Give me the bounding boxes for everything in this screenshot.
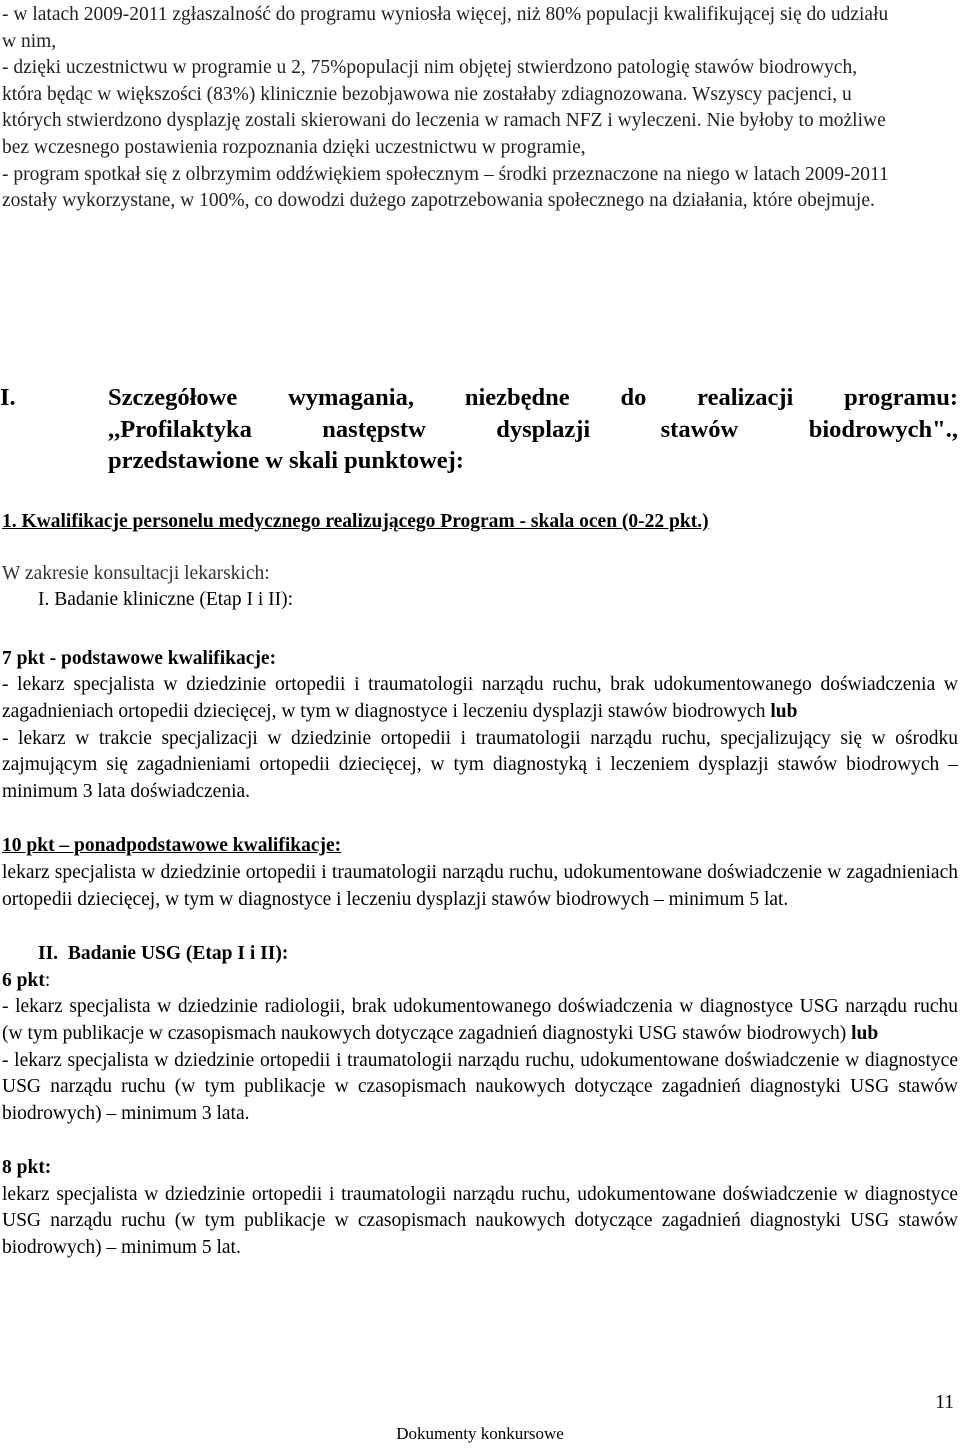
subsection-number: II. bbox=[38, 943, 59, 965]
points-heading: 7 pkt - podstawowe kwalifikacje: bbox=[2, 647, 277, 669]
intro-section bbox=[2, 2, 902, 215]
intro-paragraph: - dzięki uczestnictwu w programie u 2, 75%populacji nim objętej stwierdzono patologię stawów biodrowych, która będąc w większości (83%) klinicznie bezobjawowa nie zostałaby zdiagnozowana. Wszyscy pacjenci, u których stwierdzono dysplazję zostali skierowani do leczenia w ramach NFZ i wyleczeni. Nie byłoby to możliwe bez wczesnego postawienia rozpoznania dzięki uczestnictwu w programie, bbox=[2, 57, 886, 158]
points-colon: : bbox=[44, 969, 51, 991]
scope-label: W zakresie konsultacji lekarskich: bbox=[2, 562, 270, 584]
points-heading: 8 pkt: bbox=[2, 1157, 52, 1179]
points-heading bbox=[2, 968, 958, 995]
requirement-text: - lekarz w trakcie specjalizacji w dziedzinie ortopedii i traumatologii narządu ruchu, specjalizujący się w ośrodku zajmującym się zagadnieniami ortopedii dziecięcej, w tym diagnostyką i leczeniem dysplazji stawów biodrowych – minimum 3 lata doświadczenia. bbox=[2, 727, 958, 802]
requirement-text bbox=[2, 672, 958, 725]
or-conjunction: lub bbox=[770, 700, 798, 722]
heading-line: ,,Profilaktyka następstw dysplazji stawów biodrowych"., bbox=[108, 415, 958, 443]
subsection-title bbox=[2, 941, 958, 968]
points-heading: 10 pkt – ponadpodstawowe kwalifikacje: bbox=[2, 835, 342, 857]
heading-number: I. bbox=[0, 384, 16, 411]
intro-paragraph: - w latach 2009-2011 zgłaszalność do programu wyniosła więcej, niż 80% populacji kwalifikującej się do udziału w nim, bbox=[2, 4, 889, 52]
requirement-text: lekarz specjalista w dziedzinie ortopedii i traumatologii narządu ruchu, udokumentowane doświadczenie w diagnostyce USG narządu ruchu (w tym publikacje w czasopismach naukowych dotyczące zagadnień diagnostyki USG stawów biodrowych) – minimum 5 lat. bbox=[2, 1183, 958, 1259]
requirement-part: - lekarz specjalista w dziedzinie ortopedii i traumatologii narządu ruchu, brak udokumentowanego doświadczenia w zagadnieniach ortopedii dziecięcej, w tym w diagnostyce i leczeniu dysplazji stawów biodrowych bbox=[2, 674, 958, 722]
subsection-title: I. Badanie kliniczne (Etap I i II): bbox=[38, 589, 294, 611]
requirement-text bbox=[2, 994, 958, 1047]
heading-line: Szczegółowe wymagania, niezbędne do realizacji programu: bbox=[108, 384, 958, 411]
section-title: 1. Kwalifikacje personelu medycznego realizującego Program - skala ocen (0-22 pkt.) bbox=[2, 511, 709, 532]
heading-line: przedstawione w skali punktowej: bbox=[108, 447, 464, 474]
requirement-text: lekarz specjalista w dziedzinie ortopedii i traumatologii narządu ruchu, udokumentowane doświadczenie w zagadnieniach ortopedii dziecięcej, w tym w diagnostyce i leczeniu dysplazji stawów biodrowych – minimum 5 lat. bbox=[2, 861, 958, 910]
points-label: 6 pkt bbox=[2, 969, 45, 991]
requirement-text: - lekarz specjalista w dziedzinie ortopedii i traumatologii narządu ruchu, udokumentowane doświadczenie w diagnostyce USG narządu ruchu (w tym publikacje w czasopismach naukowych dotyczące zagadnień diagnostyki USG stawów biodrowych) – minimum 3 lata. bbox=[2, 1049, 958, 1124]
page-footer: Dokumenty konkursowe bbox=[396, 1424, 564, 1443]
requirement-part: - lekarz specjalista w dziedzinie radiologii, brak udokumentowanego doświadczenia w diagnostyce USG narządu ruchu (w tym publikacje w czasopismach naukowych dotyczące zagadnień diagnostyki USG stawów biodrowych) bbox=[2, 996, 958, 1044]
subsection-label: Badanie USG (Etap I i II): bbox=[67, 943, 289, 965]
intro-paragraph: - program spotkał się z olbrzymim oddźwiękiem społecznym – środki przeznaczone na niego w latach 2009-2011 zostały wykorzystane, w 100%, co dowodzi dużego zapotrzebowania społecznego na działania, które obejmuje. bbox=[2, 163, 889, 212]
or-conjunction: lub bbox=[851, 1022, 879, 1044]
qualifications-section bbox=[2, 509, 958, 1262]
page-number: 11 bbox=[935, 1392, 954, 1413]
